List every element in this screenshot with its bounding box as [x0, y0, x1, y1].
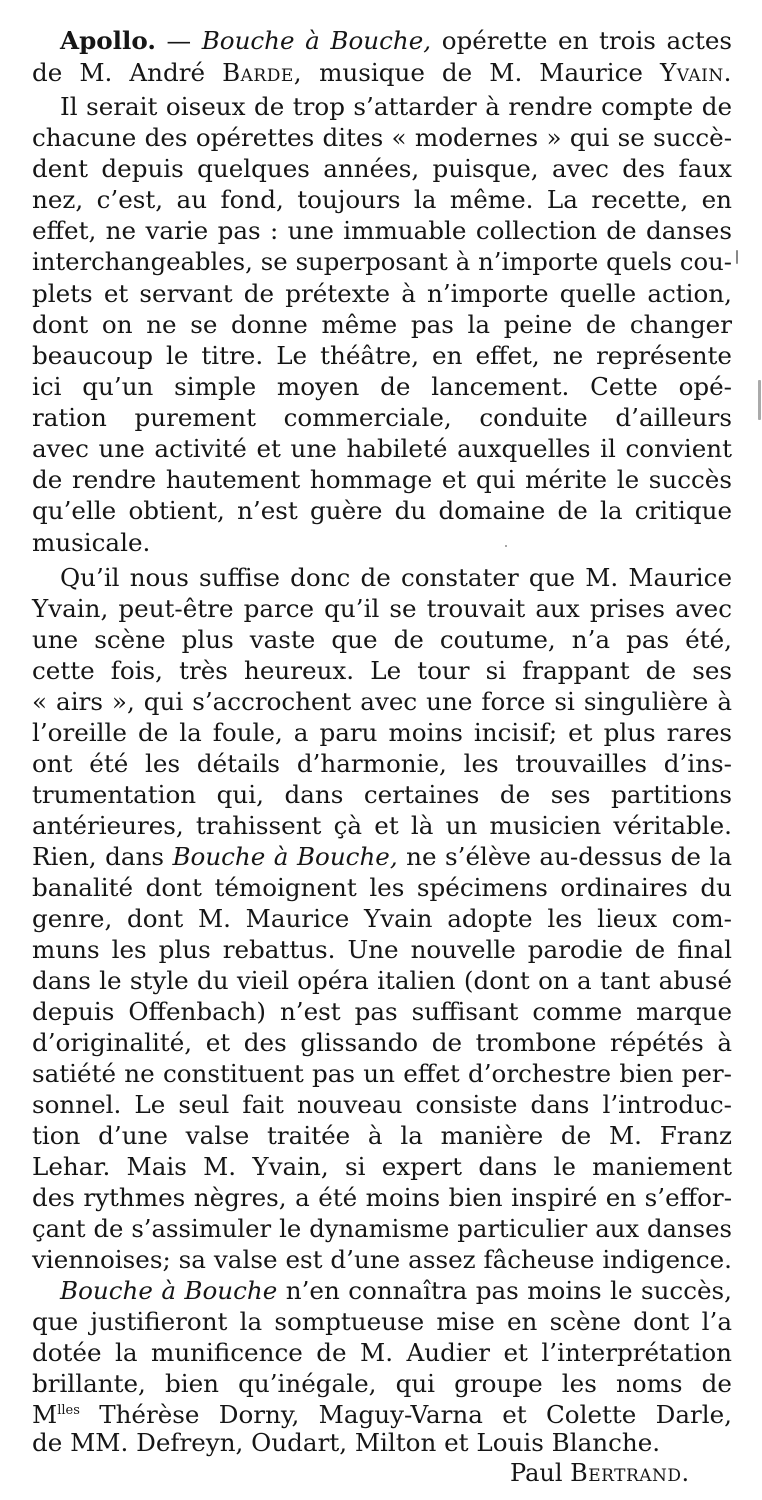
- text-line: de rendre hautement hommage et qui mérite le succès: [32, 465, 732, 494]
- text-line: avec une activité et une habileté auxquelles il convient: [32, 434, 732, 463]
- text-line: antérieures, trahissent çà et là un musicien véritable.: [32, 811, 732, 840]
- text-line: muns les plus rebattus. Une nouvelle parodie de final: [32, 935, 732, 964]
- text-line: depuis Offenbach) n’est pas suffisant comme marque: [32, 997, 732, 1026]
- work-title-inline: Bouche à Bouche,: [172, 842, 398, 871]
- text-line: trumentation qui, dans certaines de ses partitions: [32, 780, 732, 809]
- print-speck: [736, 250, 738, 264]
- text-line: effet, ne varie pas : une immuable collection de danses: [32, 216, 732, 245]
- text-line: des rythmes nègres, a été moins bien inspiré en s’effor-: [32, 1183, 732, 1212]
- text-line: sonnel. Le seul fait nouveau consiste dans l’introduc-: [32, 1090, 732, 1119]
- text-line: cette fois, très heureux. Le tour si frappant de ses: [32, 656, 732, 685]
- text-line: d’originalité, et des glissando de trombone répétés à: [32, 1028, 732, 1057]
- text-line: Lehar. Mais M. Yvain, si expert dans le maniement: [32, 1152, 732, 1181]
- text-line: tion d’une valse traitée à la manière de M. Franz: [32, 1121, 732, 1150]
- work-title-inline: Bouche à Bouche: [60, 1276, 278, 1305]
- text-line: banalité dont témoignent les spécimens ordinaires du: [32, 873, 732, 902]
- work-title: Bouche à Bouche,: [201, 26, 432, 55]
- text-line: dent depuis quelques années, puisque, avec des faux: [32, 154, 732, 183]
- text-line: Qu’il nous suffise donc de constater que M. Maurice: [60, 563, 732, 592]
- text-line: Bouche à Bouche n’en connaîtra pas moins le succès,: [60, 1276, 732, 1305]
- text-line: dont on ne se donne même pas la peine de changer: [32, 310, 732, 339]
- text-line: une scène plus vaste que de coutume, n’a pas été,: [32, 625, 732, 654]
- text-line: chacune des opérettes dites « modernes » qui se succè-: [32, 123, 732, 152]
- text-line: l’oreille de la foule, a paru moins incisif; et plus rares: [32, 718, 732, 747]
- text-line: plets et servant de prétexte à n’importe quelle action,: [32, 279, 732, 308]
- text-line: satiété ne constituent pas un effet d’orchestre bien per-: [32, 1059, 732, 1088]
- text-line: Il serait oiseux de trop s’attarder à rendre compte de: [60, 92, 732, 121]
- review-heading-line-1: Apollo. — Bouche à Bouche, opérette en trois actes: [60, 26, 733, 55]
- venue-name: Apollo.: [60, 26, 156, 55]
- text-line: musicale.: [32, 528, 151, 557]
- text-line: beaucoup le titre. Le théâtre, en effet, ne représente: [32, 341, 732, 370]
- text-line: Yvain, peut-être parce qu’il se trouvait aux prises avec: [32, 594, 732, 623]
- text-line: brillante, bien qu’inégale, qui groupe les noms de: [32, 1369, 732, 1398]
- text-line: de MM. Defreyn, Oudart, Milton et Louis Blanche.: [32, 1428, 661, 1457]
- text-line: ont été les détails d’harmonie, les trouvailles d’ins-: [32, 749, 732, 778]
- composer-name: Yvain.: [660, 58, 732, 87]
- text-line: nez, c’est, au fond, toujours la même. La recette, en: [32, 185, 732, 214]
- text-line: dans le style du vieil opéra italien (dont on a tant abusé: [32, 966, 732, 995]
- text-line: genre, dont M. Maurice Yvain adopte les lieux com-: [32, 904, 732, 933]
- text-line: ici qu’un simple moyen de lancement. Cette opé-: [32, 372, 732, 401]
- page-edge-mark: [758, 380, 761, 420]
- text-line: ration purement commerciale, conduite d’ailleurs: [32, 403, 732, 432]
- signature: Paul Bertrand.: [510, 1459, 690, 1487]
- text-line: $M^{lles}$ Thérèse Dorny, Maguy-Varna et Colette Darle,: [32, 1400, 732, 1429]
- text-line: qu’elle obtient, n’est guère du domaine de la critique: [32, 496, 732, 525]
- text-line: interchangeables, se superposant à n’importe quels cou-: [32, 247, 732, 276]
- text-line: que justifieront la somptueuse mise en scène dont l’a: [32, 1307, 732, 1336]
- text-line: « airs », qui s’accrochent avec une force si singulière à: [32, 687, 732, 716]
- text-line: çant de s’assimuler le dynamisme particulier aux danses: [32, 1214, 732, 1243]
- print-speck: [505, 545, 507, 547]
- text-line: dotée la munificence de M. Audier et l’interprétation: [32, 1338, 732, 1367]
- text-line: Rien, dans Bouche à Bouche, ne s’élève au-dessus de la: [32, 842, 732, 871]
- author-name: Barde,: [222, 58, 303, 87]
- text-line: viennoises; sa valse est d’une assez fâcheuse indigence.: [32, 1245, 732, 1274]
- review-heading-line-2: de M. André Barde, musique de M. Maurice Yvain.: [32, 58, 732, 87]
